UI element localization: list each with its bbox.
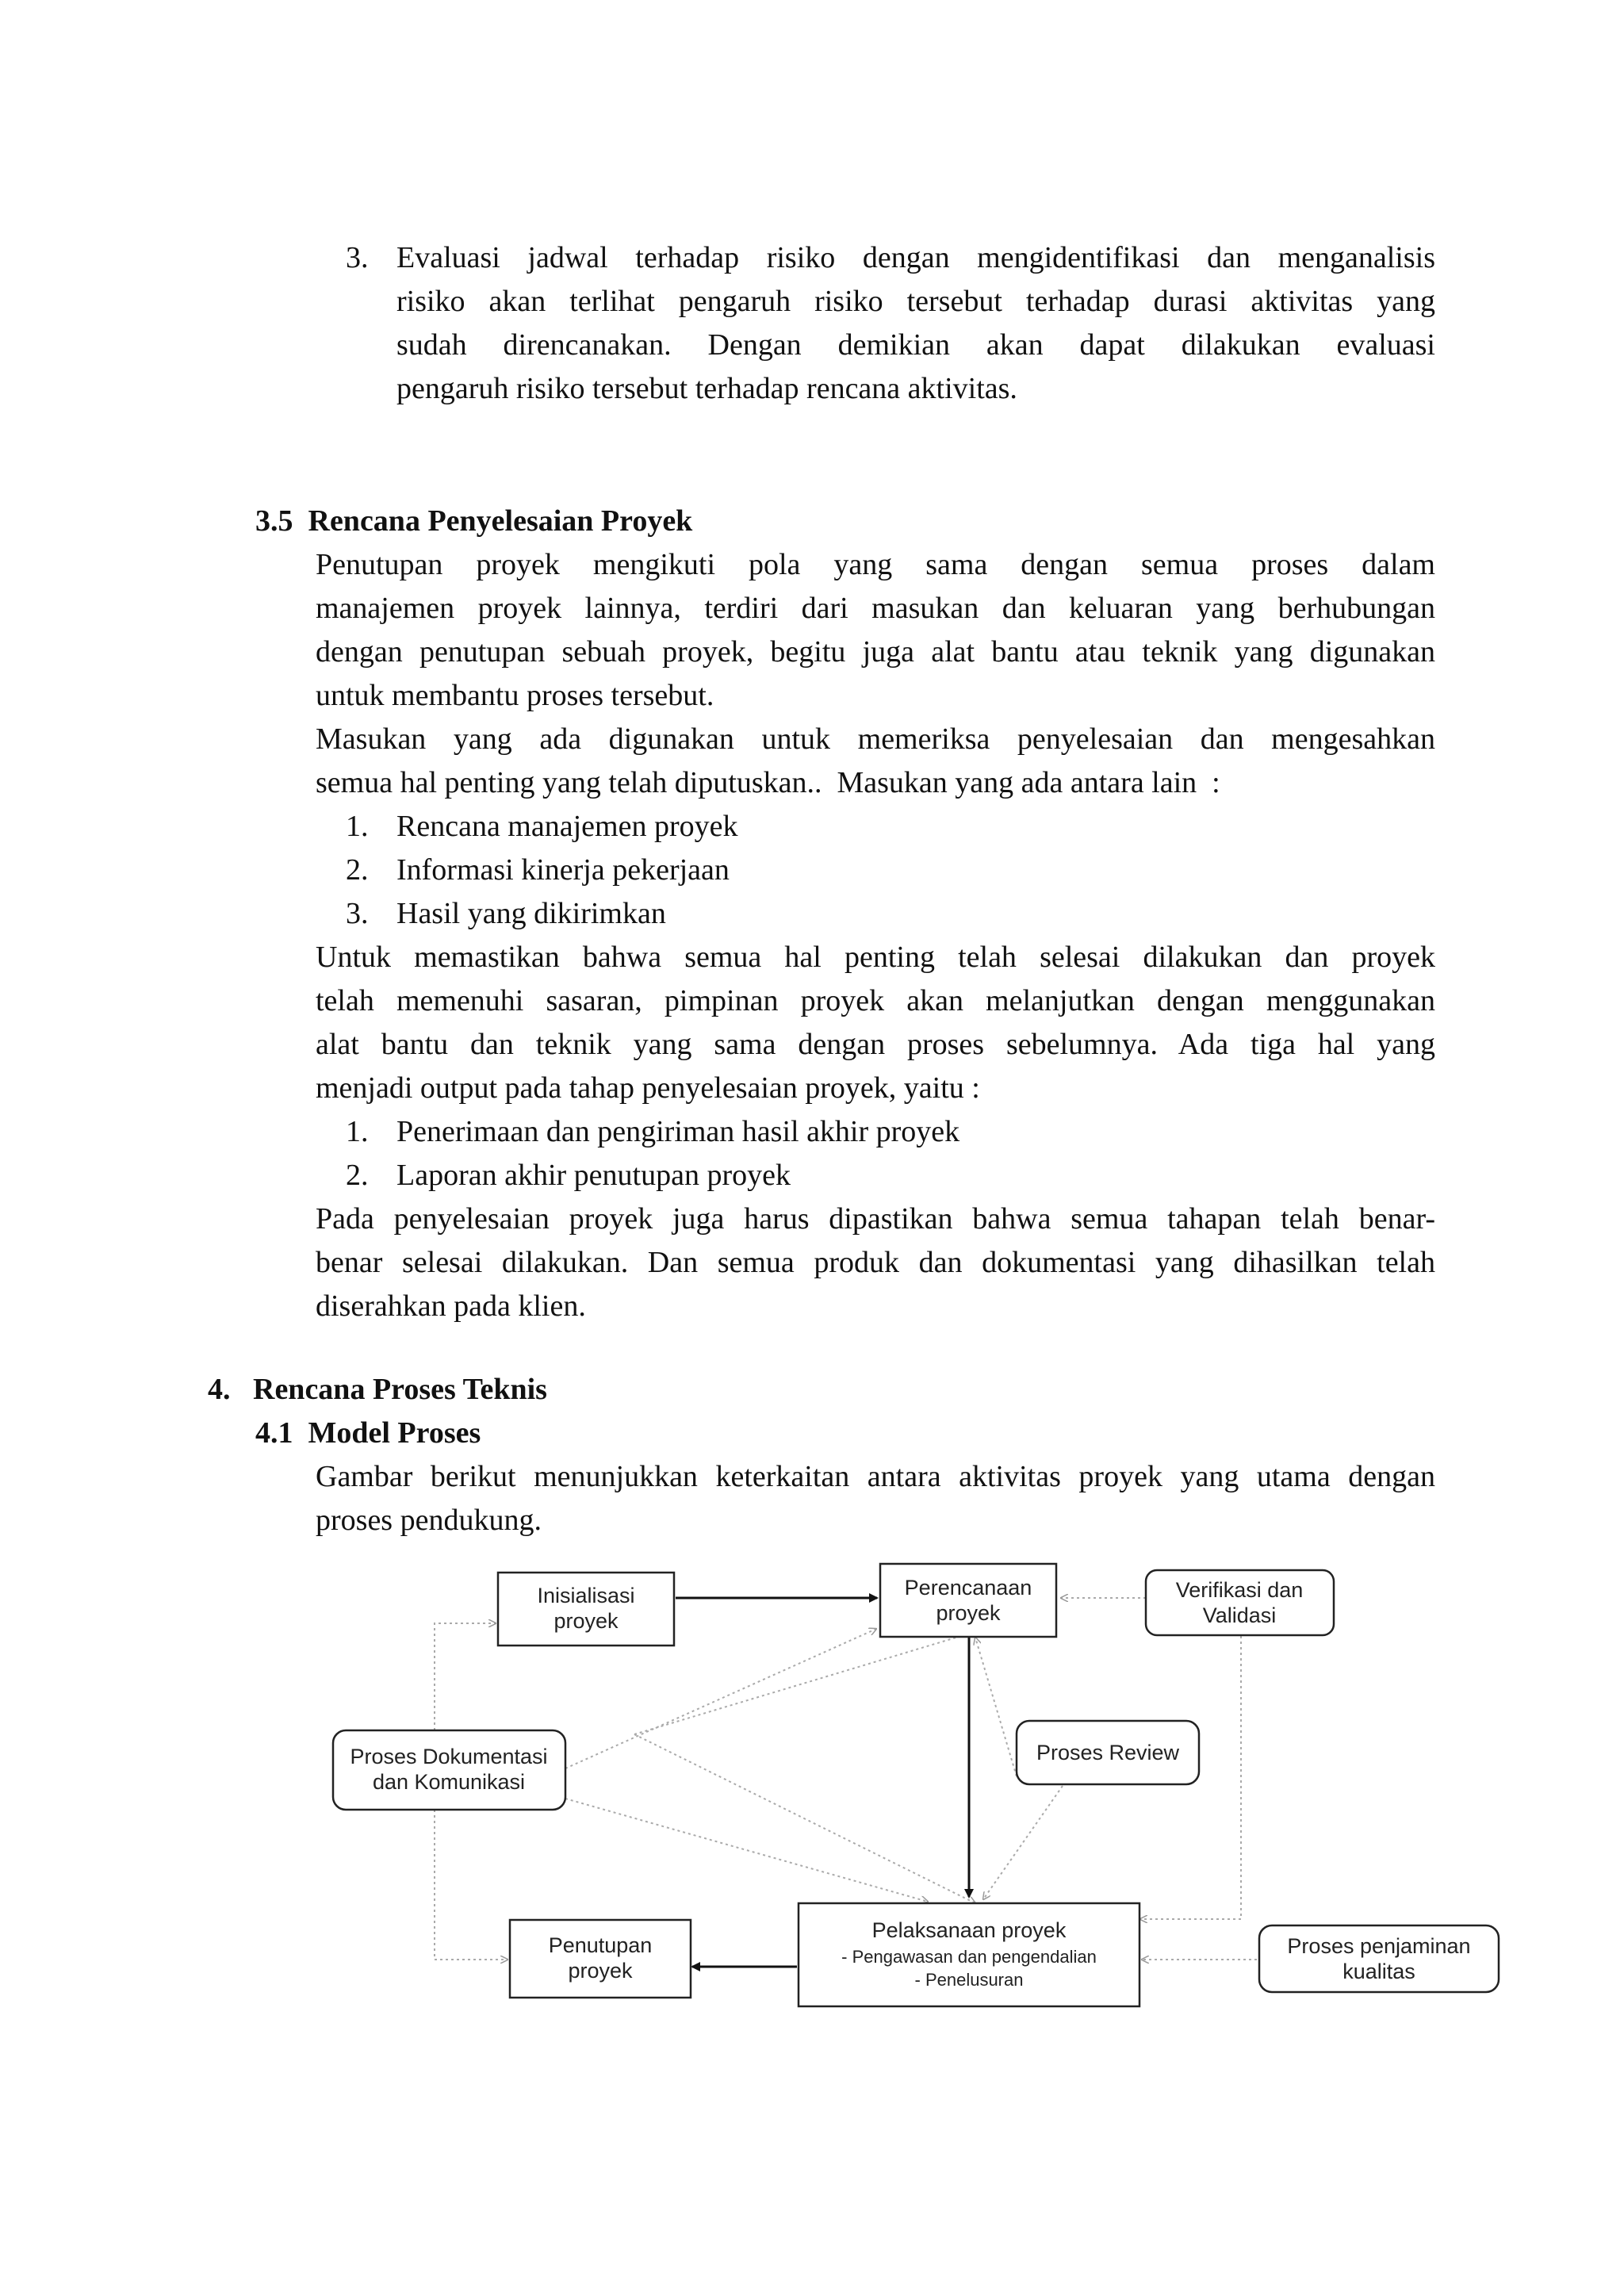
box-label: dan Komunikasi	[372, 1770, 526, 1794]
box-label: Penutupan	[548, 1933, 653, 1957]
output-list-number: 2.	[346, 1159, 369, 1192]
text-line: menjadi output pada tahap penyelesaian proyek, yaitu :	[316, 1071, 980, 1105]
text-line: alat bantu dan teknik yang sama dengan proses sebelumnya. Ada tiga hal yang	[316, 1028, 1435, 1061]
box-penutupan	[510, 1920, 691, 1998]
text-line: pengaruh risiko tersebut terhadap rencana aktivitas.	[396, 372, 1017, 405]
item3-paragraph	[396, 236, 1435, 411]
text-line: Masukan yang ada digunakan untuk memeriksa penyelesaian dan mengesahkan	[316, 722, 1435, 756]
list-number-item3: 3.	[346, 241, 369, 274]
section-heading-4-1: 4.1 Model Proses	[255, 1416, 481, 1450]
text-line: untuk membantu proses tersebut.	[316, 679, 714, 712]
section-heading-3-5: 3.5 Rencana Penyelesaian Proyek	[255, 504, 693, 538]
box-label: proyek	[568, 1959, 633, 1983]
box-label: Inisialisasi	[537, 1584, 635, 1607]
box-label: proyek	[553, 1609, 619, 1633]
input-list-item: Informasi kinerja pekerjaan	[396, 853, 730, 887]
box-label: Proses Dokumentasi	[350, 1745, 548, 1768]
box-label: Proses Review	[1036, 1741, 1180, 1764]
input-list-number: 3.	[346, 897, 369, 930]
box-label: kualitas	[1342, 1960, 1415, 1983]
box-pelaksanaan	[799, 1903, 1139, 2006]
box-penjaminan	[1259, 1925, 1499, 1992]
text-line: Gambar berikut menunjukkan keterkaitan antara aktivitas proyek yang utama dengan	[316, 1460, 1435, 1493]
text-line: risiko akan terlihat pengaruh risiko tersebut terhadap durasi aktivitas yang	[396, 285, 1435, 318]
process-model-diagram	[0, 1538, 1624, 2094]
box-inisialisasi	[498, 1573, 674, 1646]
box-label: Verifikasi dan	[1175, 1578, 1304, 1602]
input-list-item: Hasil yang dikirimkan	[396, 897, 666, 930]
box-label: Validasi	[1202, 1603, 1277, 1627]
text-line: Pada penyelesaian proyek juga harus dipastikan bahwa semua tahapan telah benar-	[316, 1202, 1435, 1236]
text-line: diserahkan pada klien.	[316, 1289, 586, 1323]
box-dokumentasi	[333, 1730, 565, 1810]
text-line: benar selesai dilakukan. Dan semua produk dan dokumentasi yang dihasilkan telah	[316, 1246, 1435, 1279]
box-item: - Penelusuran	[914, 1970, 1024, 1990]
text-line: Evaluasi jadwal terhadap risiko dengan mengidentifikasi dan menganalisis	[396, 241, 1435, 274]
box-label: Proses penjaminan	[1287, 1934, 1471, 1958]
section35-paragraph-3	[316, 936, 1435, 1110]
input-list-number: 1.	[346, 810, 369, 843]
input-list-item: Rencana manajemen proyek	[396, 810, 738, 843]
section35-paragraph-2	[316, 718, 1435, 805]
section4-paragraph	[316, 1455, 1435, 1542]
text-line: telah memenuhi sasaran, pimpinan proyek akan melanjutkan dengan menggunakan	[316, 984, 1435, 1017]
box-title: Pelaksanaan proyek	[871, 1918, 1067, 1942]
text-line: proses pendukung.	[316, 1504, 542, 1537]
box-verifikasi	[1146, 1570, 1334, 1635]
text-line: dengan penutupan sebuah proyek, begitu juga alat bantu atau teknik yang digunakan	[316, 635, 1435, 669]
section-heading-4: 4. Rencana Proses Teknis	[208, 1373, 547, 1406]
box-label: proyek	[936, 1601, 1001, 1625]
text-line: semua hal penting yang telah diputuskan.. Masukan yang ada antara lain :	[316, 766, 1220, 799]
text-line: manajemen proyek lainnya, terdiri dari masukan dan keluaran yang berhubungan	[316, 592, 1435, 625]
box-review	[1017, 1721, 1199, 1784]
output-list-item: Penerimaan dan pengiriman hasil akhir proyek	[396, 1115, 960, 1148]
box-label: Perencanaan	[904, 1576, 1032, 1600]
input-list-number: 2.	[346, 853, 369, 887]
box-perencanaan	[880, 1564, 1056, 1637]
text-line: sudah direncanakan. Dengan demikian akan dapat dilakukan evaluasi	[396, 328, 1435, 362]
text-line: Untuk memastikan bahwa semua hal penting telah selesai dilakukan dan proyek	[316, 941, 1435, 974]
output-list-item: Laporan akhir penutupan proyek	[396, 1159, 791, 1192]
output-list-number: 1.	[346, 1115, 369, 1148]
section35-paragraph-4	[316, 1197, 1435, 1328]
section35-paragraph-1	[316, 543, 1435, 718]
box-item: - Pengawasan dan pengendalian	[841, 1947, 1097, 1967]
text-line: Penutupan proyek mengikuti pola yang sama dengan semua proses dalam	[316, 548, 1435, 581]
